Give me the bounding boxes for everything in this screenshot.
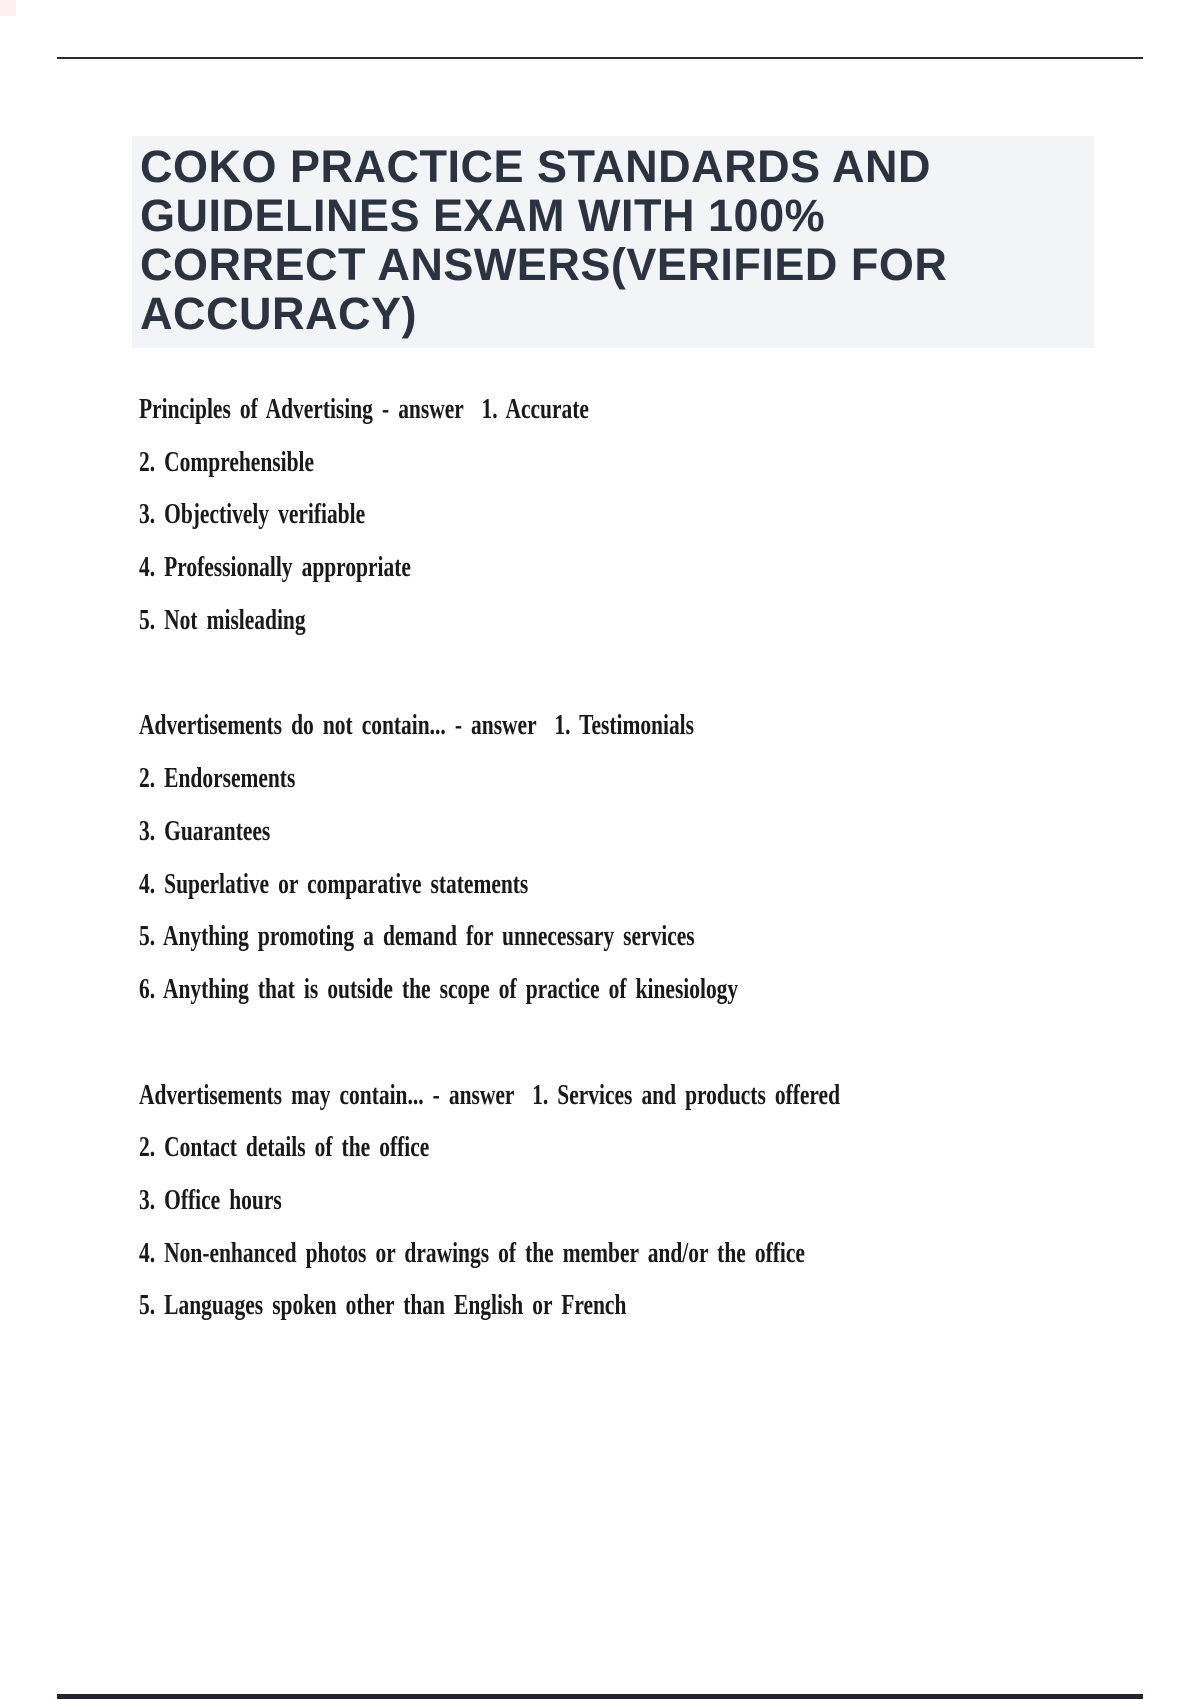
qa-line: 4. Superlative or comparative statements bbox=[139, 867, 529, 900]
page-corner-mark bbox=[0, 0, 16, 16]
qa-line: 3. Guarantees bbox=[139, 814, 271, 847]
qa-line: 6. Anything that is outside the scope of practice of kinesiology bbox=[139, 972, 739, 1005]
qa-line: 5. Not misleading bbox=[139, 603, 306, 636]
document-body bbox=[139, 383, 1139, 1332]
qa-section-principles-of-advertising bbox=[139, 383, 1139, 646]
bottom-rule-divider bbox=[57, 1694, 1143, 1699]
page-title-line-4: ACCURACY) bbox=[140, 288, 417, 339]
title-highlight-block bbox=[132, 136, 1094, 348]
qa-line: 5. Anything promoting a demand for unnecessary services bbox=[139, 920, 695, 953]
page-title-line-3: CORRECT ANSWERS(VERIFIED FOR bbox=[140, 239, 948, 290]
qa-line: 2. Comprehensible bbox=[139, 445, 314, 478]
qa-line: 4. Non-enhanced photos or drawings of the member and/or the office bbox=[139, 1236, 805, 1269]
qa-line: 2. Endorsements bbox=[139, 762, 296, 795]
qa-line: Advertisements do not contain... - answer 1. Testimonials bbox=[139, 709, 694, 742]
qa-line: 5. Languages spoken other than English or French bbox=[139, 1289, 627, 1322]
qa-line: Advertisements may contain... - answer 1. Services and products offered bbox=[139, 1078, 841, 1111]
qa-section-ads-may-contain bbox=[139, 1069, 1139, 1332]
qa-line: 2. Contact details of the office bbox=[139, 1131, 430, 1164]
page-title-line-1: COKO PRACTICE STANDARDS AND bbox=[140, 141, 932, 192]
qa-line: 3. Office hours bbox=[139, 1183, 282, 1216]
qa-line: 4. Professionally appropriate bbox=[139, 551, 411, 584]
qa-line: 3. Objectively verifiable bbox=[139, 498, 366, 531]
top-rule-divider bbox=[57, 57, 1143, 59]
qa-line: Principles of Advertising - answer 1. Accurate bbox=[139, 393, 589, 425]
page-title-line-2: GUIDELINES EXAM WITH 100% bbox=[140, 190, 826, 241]
qa-section-ads-do-not-contain bbox=[139, 699, 1139, 1015]
